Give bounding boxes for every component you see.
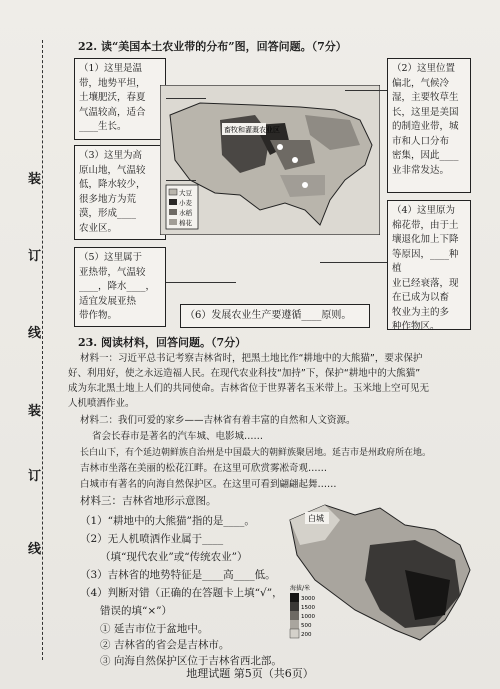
legend-swatch bbox=[290, 593, 299, 602]
box-line: 偏北，气候冷 bbox=[392, 77, 450, 89]
box-line: 的制造业带，城 bbox=[392, 121, 459, 132]
q23-item-2-hint: （填“现代农业”或“传统农业”） bbox=[100, 551, 248, 563]
box-line: 业非常发达。 bbox=[392, 164, 450, 176]
q23-item-4: （4）判断对错（正确的在答题卡上填“√”， bbox=[80, 587, 283, 599]
box-line: 种作物区。 bbox=[392, 321, 440, 332]
map-label-center: 畜牧和灌溉农业区 bbox=[224, 126, 280, 134]
map-dot bbox=[277, 144, 283, 150]
binding-char: 线 bbox=[28, 542, 42, 557]
legend-value: 500 bbox=[301, 623, 312, 629]
legend-item: 水稻 bbox=[179, 209, 192, 217]
leader-line bbox=[345, 90, 387, 91]
jilin-terrain-map bbox=[285, 500, 475, 650]
binding-dashed-line bbox=[42, 40, 43, 660]
box-line: 牧业为主的多 bbox=[392, 306, 450, 318]
box-line: （4）这里原为 bbox=[392, 205, 456, 216]
binding-char: 线 bbox=[28, 326, 42, 341]
box-line: 长，这里是美国 bbox=[392, 106, 459, 118]
legend-swatch bbox=[169, 199, 177, 205]
legend-swatch bbox=[290, 629, 299, 638]
q22-box-1 bbox=[74, 58, 166, 140]
box-line: （1）这里是温 bbox=[79, 63, 143, 74]
binding-char: 订 bbox=[28, 249, 42, 264]
box-line: 市和人口分布 bbox=[392, 135, 450, 147]
box-line: 棉花带，由于土 bbox=[392, 219, 459, 231]
binding-margin bbox=[28, 40, 42, 660]
leader-line bbox=[166, 180, 196, 181]
material-1-line: 材料一：习近平总书记考察吉林省时，把黑土地比作“耕地中的大熊猫”，要求保护 bbox=[80, 353, 423, 364]
material-2-line: 长白山下，有个延边朝鲜族自治州是中国最大的朝鲜族聚居地。延吉市是州政府所在地。 bbox=[80, 448, 432, 458]
box-line: 气温较高，适合 bbox=[79, 106, 146, 118]
q22-box-4 bbox=[387, 200, 471, 330]
material-2-line: 省会长春市是著名的汽车城、电影城…… bbox=[92, 431, 264, 442]
material-2-line: 材料二：我们可爱的家乡——吉林省有着丰富的自然和人文资源。 bbox=[80, 415, 356, 426]
material-1-line: 成为东北黑土地上人们的共同使命。吉林省位于世界著名玉米带上。玉米地上空可见无 bbox=[68, 383, 430, 394]
box-line: 业已经衰落，现 bbox=[392, 277, 459, 289]
q23-judge-3: ③ 向海自然保护区位于吉林省西北部。 bbox=[100, 655, 282, 667]
q22-box-5 bbox=[74, 247, 166, 327]
material-2-line: 白城市有著名的向海自然保护区。在这里可看到翩翩起舞…… bbox=[80, 479, 337, 490]
legend-swatch bbox=[290, 602, 299, 611]
q23-judge-2: ② 吉林省的省会是吉林市。 bbox=[100, 639, 230, 651]
legend-value: 1000 bbox=[301, 614, 315, 620]
binding-char: 订 bbox=[28, 469, 42, 484]
material-3: 材料三：吉林省地形示意图。 bbox=[80, 495, 217, 507]
page-footer: 地理试题 第5页（共6页） bbox=[186, 667, 314, 680]
q23-title: 23. 阅读材料，回答问题。（7分） bbox=[78, 336, 247, 349]
legend-item: 小麦 bbox=[179, 199, 192, 207]
legend-value: 3000 bbox=[301, 596, 315, 602]
map-dot bbox=[292, 157, 298, 163]
q22-box-6: （6）发展农业生产要遵循____原则。 bbox=[180, 304, 370, 328]
legend-value: 1500 bbox=[301, 605, 315, 611]
box-line: ____生长。 bbox=[79, 121, 127, 132]
material-1-line: 好、利用好，使之永远造福人民。在现代农业科技“加持”下，保护“耕地中的大熊猫” bbox=[68, 368, 421, 379]
q23-item-1: （1）“耕地中的大熊猫”指的是____。 bbox=[80, 515, 255, 527]
box-line: 带作物。 bbox=[79, 310, 118, 321]
box-line: 低，降水较少， bbox=[79, 179, 146, 190]
legend-swatch bbox=[169, 219, 177, 225]
binding-char: 装 bbox=[28, 172, 42, 187]
legend-swatch bbox=[169, 189, 177, 195]
material-1-line: 人机喷洒作业。 bbox=[68, 398, 135, 409]
box-line: 湿，主要牧草生 bbox=[392, 92, 459, 103]
q22-box-3 bbox=[74, 145, 166, 240]
leader-line bbox=[166, 282, 236, 283]
leader-line bbox=[320, 262, 387, 263]
box-line: 带，地势平坦， bbox=[79, 77, 146, 89]
box-line: ____，降水____， bbox=[79, 281, 156, 292]
q23-item-3: （3）吉林省的地势特征是____高____低。 bbox=[80, 569, 276, 581]
box-line: 亚热带，气温较 bbox=[79, 266, 146, 278]
us-agriculture-map bbox=[160, 85, 380, 235]
material-2-line: 吉林市坐落在美丽的松花江畔。在这里可欣赏雾凇奇观…… bbox=[80, 463, 328, 474]
box-line: （3）这里为高 bbox=[79, 150, 143, 161]
legend-value: 200 bbox=[301, 632, 312, 638]
box-line: 密集，因此____ bbox=[392, 150, 459, 161]
map-dot bbox=[302, 182, 308, 188]
legend-swatch bbox=[290, 620, 299, 629]
legend-swatch bbox=[290, 611, 299, 620]
box-line: 在已成为以畜 bbox=[392, 292, 450, 303]
map-label-baicheng: 白城 bbox=[308, 514, 324, 523]
legend-title: 海拔/米 bbox=[290, 585, 311, 592]
box-line: 漠，形成____ bbox=[79, 208, 137, 219]
box-line: 等原因，____种植 bbox=[392, 248, 459, 274]
q22-box-2 bbox=[387, 58, 471, 193]
q23-item-2: （2）无人机喷洒作业属于____ bbox=[80, 533, 224, 545]
box-line: （2）这里位置 bbox=[392, 63, 456, 74]
binding-char: 装 bbox=[28, 404, 42, 419]
box-line: 壤退化加上下降 bbox=[392, 234, 459, 245]
legend-item: 棉花 bbox=[179, 219, 192, 227]
legend-swatch bbox=[169, 209, 177, 215]
q23-judge-1: ① 延吉市位于盆地中。 bbox=[100, 623, 209, 635]
q22-title: 22. 读“美国本土农业带的分布”图，回答问题。（7分） bbox=[78, 40, 347, 53]
legend-item: 大豆 bbox=[179, 189, 192, 197]
box-line: 农业区。 bbox=[79, 222, 118, 234]
box-line: 土壤肥沃，春夏 bbox=[79, 92, 146, 103]
box-line: （5）这里属于 bbox=[79, 252, 143, 263]
box-line: 很多地方为荒 bbox=[79, 193, 137, 205]
box-line: 适宜发展亚热 bbox=[79, 295, 137, 307]
leader-line bbox=[166, 98, 206, 99]
q23-item-4-hint: 错误的填“×”） bbox=[100, 605, 173, 617]
box-line: 原山地，气温较 bbox=[79, 164, 146, 176]
